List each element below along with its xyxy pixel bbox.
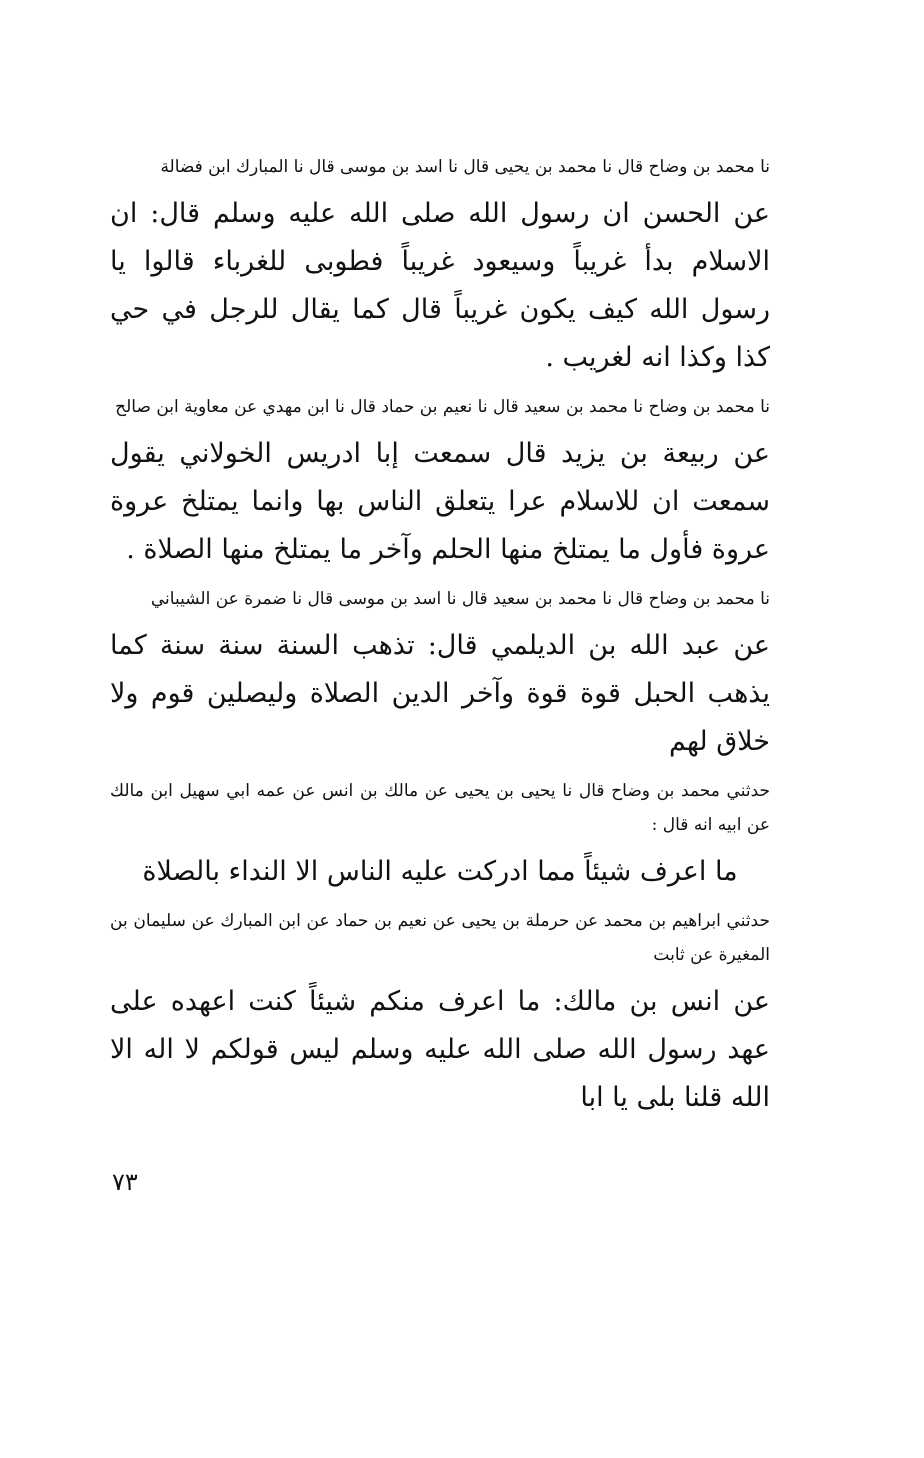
matn-1: عن الحسن ان رسول الله صلى الله عليه وسلم قال: ان الاسلام بدأ غريباً وسيعود غريباً فطوبى للغرباء قالوا يا رسول الله كيف يكون غريباً قال كما يقال للرجل في حي كذا وكذا انه لغريب .	[110, 198, 770, 373]
isnad-5: حدثني ابراهيم بن محمد عن حرملة بن يحيى عن نعيم بن حماد عن ابن المبارك عن سليمان بن المغيرة عن ثابت	[110, 911, 770, 965]
matn-5: عن انس بن مالك: ما اعرف منكم شيئاً كنت اعهده على عهد رسول الله صلى الله عليه وسلم ليس قولكم لا اله الا الله قلنا بلى يا ابا	[110, 986, 770, 1113]
matn-2: عن ربيعة بن يزيد قال سمعت إبا ادريس الخولاني يقول سمعت ان للاسلام عرا يتعلق الناس بها وانما يمتلخ عروة عروة فأول ما يمتلخ منها الحلم وآخر ما يمتلخ منها الصلاة .	[110, 438, 770, 565]
isnad-1: نا محمد بن وضاح قال نا محمد بن يحيى قال نا اسد بن موسى قال نا المبارك ابن فضالة	[160, 157, 770, 177]
page-number: ٧٣	[112, 1168, 138, 1196]
isnad-2: نا محمد بن وضاح نا محمد بن سعيد قال نا نعيم بن حماد قال نا ابن مهدي عن معاوية ابن صالح	[115, 397, 770, 417]
matn-4: ما اعرف شيئاً مما ادركت عليه الناس الا النداء بالصلاة	[142, 856, 738, 887]
isnad-4: حدثني محمد بن وضاح قال نا يحيى بن يحيى عن مالك بن انس عن عمه ابي سهيل ابن مالك عن ابيه انه قال :	[110, 781, 770, 835]
matn-3: عن عبد الله بن الديلمي قال: تذهب السنة سنة سنة كما يذهب الحبل قوة قوة وآخر الدين الصلاة وليصلين قوم ولا خلاق لهم	[110, 630, 770, 757]
isnad-3: نا محمد بن وضاح قال نا محمد بن سعيد قال نا اسد بن موسى قال نا ضمرة عن الشيباني	[150, 589, 770, 609]
page-text	[110, 150, 770, 1130]
